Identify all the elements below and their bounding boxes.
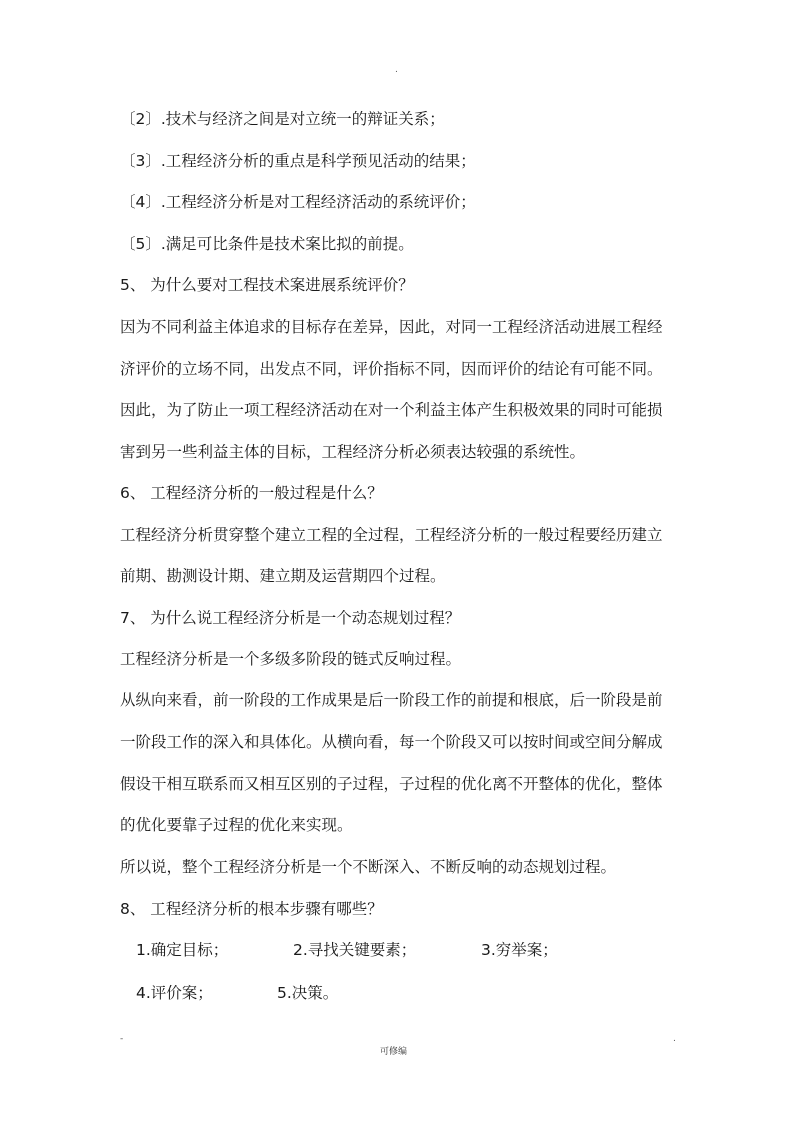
question-6: 6、 工程经济分析的一般过程是什么？ [120, 484, 383, 502]
text-line-11: 工程经济分析贯穿整个建立工程的全过程，工程经济分析的一般过程要经历建立 [120, 526, 663, 544]
step-2: 2.寻找关键要素； [293, 941, 417, 959]
text-line-17: 假设干相互联系而又相互区别的子过程，子过程的优化离不开整体的优化，整体 [120, 775, 663, 793]
text-line-8: 因此，为了防止一项工程经济活动在对一个利益主体产生积极效果的同时可能损 [120, 401, 663, 419]
text-line-3: 〔4〕.工程经济分析是对工程经济活动的系统评价； [120, 193, 476, 211]
text-line-14: 工程经济分析是一个多级多阶段的链式反响过程。 [120, 650, 462, 668]
text-line-9: 害到另一些利益主体的目标，工程经济分析必须表达较强的系统性。 [120, 443, 586, 461]
footer-right-mark: . [673, 1034, 676, 1044]
question-7: 7、 为什么说工程经济分析是一个动态规划过程？ [120, 609, 461, 627]
footer-editable-note: 可修编 [380, 1047, 408, 1057]
step-3: 3.穷举案； [481, 941, 558, 959]
text-line-18: 的优化要靠子过程的优化来实现。 [120, 816, 353, 834]
header-mark: . [395, 65, 398, 75]
text-line-2: 〔3〕.工程经济分析的重点是科学预见活动的结果； [120, 152, 476, 170]
text-line-12: 前期、勘测设计期、建立期及运营期四个过程。 [120, 567, 446, 585]
step-4: 4.评价案； [136, 984, 213, 1002]
text-line-16: 一阶段工作的深入和具体化。从横向看，每一个阶段又可以按时间或空间分解成 [120, 733, 663, 751]
text-line-4: 〔5〕.满足可比条件是技术案比拟的前提。 [120, 235, 414, 253]
text-line-7: 济评价的立场不同，出发点不同，评价指标不同，因而评价的结论有可能不同。 [120, 360, 663, 378]
footer-left-mark: - [120, 1034, 124, 1044]
question-8: 8、 工程经济分析的根本步骤有哪些？ [120, 900, 383, 918]
text-line-6: 因为不同利益主体追求的目标存在差异，因此，对同一工程经济活动进展工程经 [120, 318, 663, 336]
text-line-19: 所以说，整个工程经济分析是一个不断深入、不断反响的动态规划过程。 [120, 858, 617, 876]
step-1: 1.确定目标； [136, 941, 229, 959]
text-line-15: 从纵向来看，前一阶段的工作成果是后一阶段工作的前提和根底，后一阶段是前 [120, 691, 663, 709]
text-line-1: 〔2〕.技术与经济之间是对立统一的辩证关系； [120, 110, 445, 128]
question-5: 5、 为什么要对工程技术案进展系统评价？ [120, 276, 414, 294]
step-5: 5.决策。 [277, 984, 339, 1002]
